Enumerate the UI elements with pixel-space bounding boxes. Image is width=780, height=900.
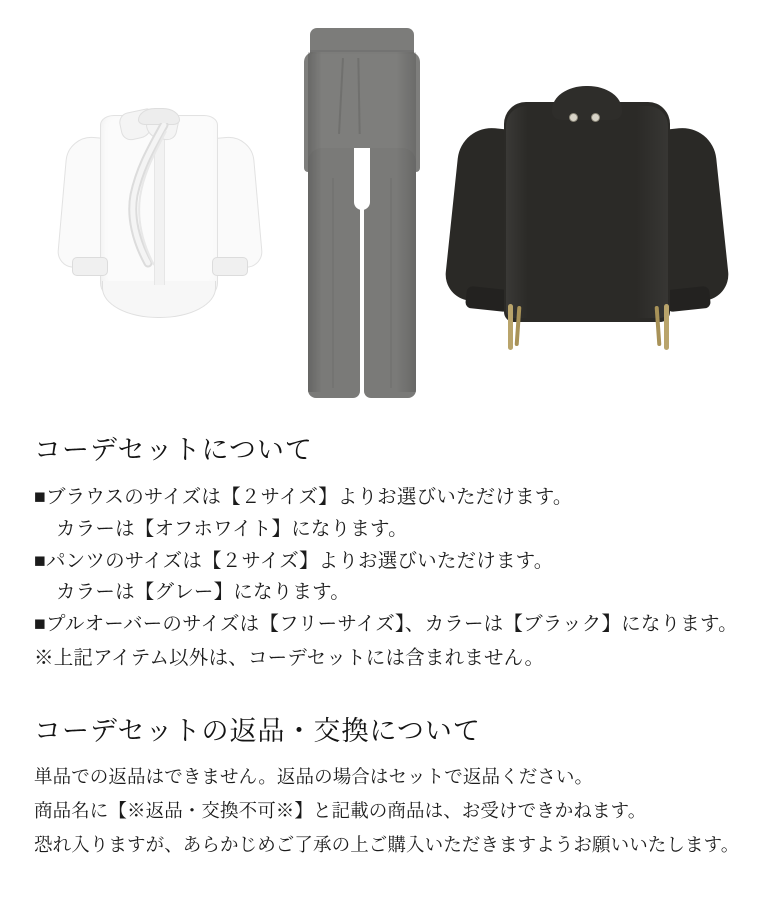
pants-right-crease — [390, 178, 392, 388]
pullover-left-highlight — [506, 106, 528, 318]
return-policy-line-1: 単品での返品はできません。返品の場合はセットで返品ください。 — [34, 767, 594, 788]
coordinate-set-bullet-list — [34, 483, 746, 641]
pullover-left-drawcord — [508, 304, 513, 350]
pullover-image — [452, 82, 722, 382]
blouse-left-cuff — [72, 257, 108, 276]
pullover-right-drawcord — [664, 304, 669, 350]
pullover-right-highlight — [636, 106, 668, 318]
blouse-right-cuff — [212, 257, 248, 276]
return-exchange-paragraphs — [34, 764, 746, 862]
return-exchange-heading: コーデセットの返品・交換について — [34, 715, 481, 746]
pants-left-shading — [308, 52, 322, 392]
coordinate-set-heading: コーデセットについて — [34, 435, 313, 465]
return-policy-line-3: 恐れ入りますが、あらかじめご了承の上ご購入いただきますようお願いいたします。 — [34, 835, 740, 856]
return-policy-line-2: 商品名に【※返品・交換不可※】と記載の商品は、お受けできかねます。 — [34, 801, 647, 822]
list-item: ■パンツのサイズは【２サイズ】よりお選びいただけます。 — [34, 550, 554, 572]
coordinate-set-note: ※上記アイテム以外は、コーデセットには含まれません。 — [34, 647, 545, 669]
blouse-image — [58, 105, 258, 320]
list-item: カラーは【オフホワイト】になります。 — [56, 518, 408, 540]
product-image-band — [0, 0, 780, 410]
list-item: カラーは【グレー】になります。 — [56, 582, 350, 604]
blouse-hem — [102, 281, 216, 318]
pants-image — [292, 28, 432, 400]
pants-crotch-gap — [354, 148, 370, 210]
description-content — [0, 410, 780, 866]
blouse-placket — [154, 125, 165, 285]
blouse-neckline — [138, 108, 180, 125]
pullover-neckline — [552, 86, 622, 120]
pullover-right-cuff — [665, 286, 711, 312]
pants-right-shading — [396, 52, 416, 392]
pullover-eyelet-right — [592, 114, 599, 121]
pullover-eyelet-left — [570, 114, 577, 121]
list-item: ■プルオーバーのサイズは【フリーサイズ】、カラーは【ブラック】になります。 — [34, 614, 738, 636]
pants-left-crease — [332, 178, 334, 388]
list-item: ■ブラウスのサイズは【２サイズ】よりお選びいただけます。 — [34, 487, 573, 508]
